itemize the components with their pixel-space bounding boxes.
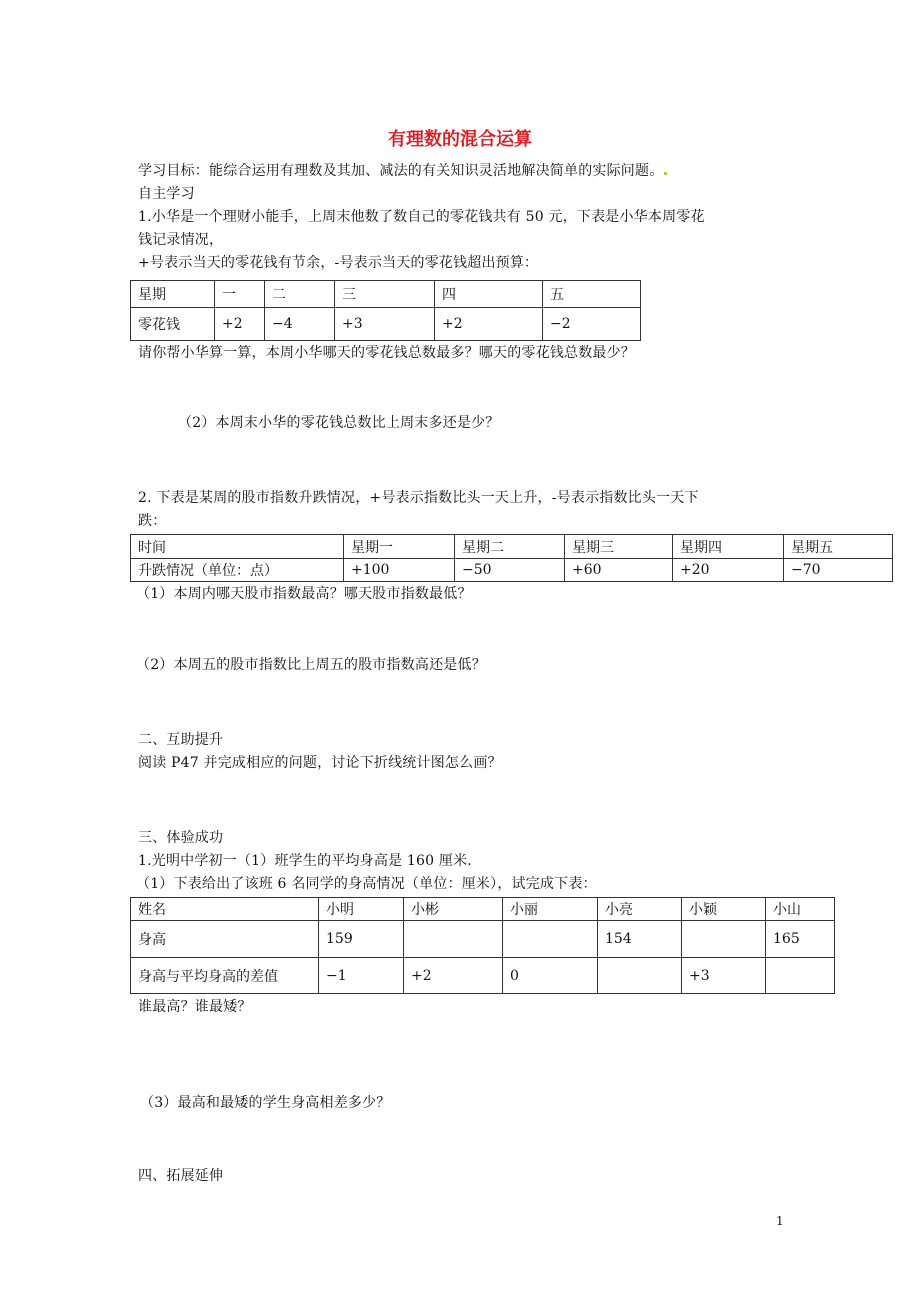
table-cell: 身高与平均身高的差值	[131, 958, 319, 994]
q2-line1: 2. 下表是某周的股市指数升跌情况，+号表示指数比头一天上升，-号表示指数比头一天下	[138, 490, 699, 506]
table-cell: +2	[404, 958, 503, 994]
pocket-money-table	[130, 280, 641, 341]
table-cell: 0	[503, 958, 598, 994]
table-row	[131, 958, 835, 994]
table-cell: 159	[319, 921, 404, 958]
table-cell: −2	[543, 308, 641, 341]
table-cell	[503, 921, 598, 958]
table-cell: 星期五	[784, 535, 893, 559]
table-cell: 四	[435, 281, 543, 308]
table-cell: 星期一	[344, 535, 455, 559]
learning-objective	[138, 162, 668, 180]
table-cell: 小丽	[503, 898, 598, 921]
section2-text: 阅读 P47 并完成相应的问题，讨论下折线统计图怎么画？	[138, 755, 502, 771]
section-heading-self-study: 自主学习	[138, 186, 195, 202]
table-cell: 星期四	[673, 535, 784, 559]
q2-line2: 跌：	[138, 513, 167, 529]
table-cell: 三	[335, 281, 435, 308]
table-cell: +2	[435, 308, 543, 341]
height-table	[130, 897, 835, 994]
section-heading-experience: 三、体验成功	[138, 830, 224, 846]
table-header-row	[131, 281, 641, 308]
table-cell: 升跌情况（单位：点）	[131, 559, 344, 582]
table-cell: 星期二	[455, 535, 565, 559]
section3-ask1: 谁最高？谁最矮？	[138, 999, 252, 1015]
section3-line2: （1）下表给出了该班 6 名同学的身高情况（单位：厘米），试完成下表：	[136, 876, 597, 892]
table-cell: +3	[682, 958, 766, 994]
q1-ask1: 请你帮小华算一算，本周小华哪天的零花钱总数最多？哪天的零花钱总数最少？	[138, 345, 635, 361]
table-cell: 小山	[766, 898, 835, 921]
table-cell: 身高	[131, 921, 319, 958]
table-cell: 五	[543, 281, 641, 308]
table-cell: +2	[215, 308, 265, 341]
q1-line1: 1.小华是一个理财小能手，上周末他数了数自己的零花钱共有 50 元，下表是小华本周零花	[138, 209, 705, 225]
table-row	[131, 308, 641, 341]
table-cell	[766, 958, 835, 994]
table-cell: −50	[455, 559, 565, 582]
table-cell: 星期三	[565, 535, 673, 559]
learning-objective-text: 学习目标：能综合运用有理数及其加、减法的有关知识灵活地解决简单的实际问题。	[138, 163, 664, 179]
table-cell: 165	[766, 921, 835, 958]
table-cell: 时间	[131, 535, 344, 559]
section-heading-extension: 四、拓展延伸	[138, 1168, 224, 1184]
table-cell	[598, 958, 682, 994]
table-cell: 小颖	[682, 898, 766, 921]
section3-ask3: （3）最高和最矮的学生身高相差多少？	[140, 1095, 391, 1111]
q1-line2: 钱记录情况，	[138, 232, 224, 248]
table-cell: −4	[265, 308, 335, 341]
q1-line3: +号表示当天的零花钱有节余，-号表示当天的零花钱超出预算：	[138, 255, 539, 271]
table-cell: 二	[265, 281, 335, 308]
table-cell: −1	[319, 958, 404, 994]
q1-ask2: （2）本周末小华的零花钱总数比上周末多还是少？	[178, 415, 500, 431]
table-cell: 154	[598, 921, 682, 958]
edit-mark-icon	[664, 172, 667, 175]
q2-ask1: （1）本周内哪天股市指数最高？哪天股市指数最低？	[136, 586, 472, 602]
q2-ask2: （2）本周五的股市指数比上周五的股市指数高还是低？	[136, 657, 486, 673]
table-row	[131, 921, 835, 958]
table-cell: +20	[673, 559, 784, 582]
table-cell: 小彬	[404, 898, 503, 921]
table-row	[131, 559, 893, 582]
stock-index-table	[130, 534, 893, 582]
table-cell: +3	[335, 308, 435, 341]
table-cell: 小亮	[598, 898, 682, 921]
section-heading-mutual-help: 二、互助提升	[138, 732, 224, 748]
table-cell	[682, 921, 766, 958]
table-cell	[404, 921, 503, 958]
document-title: 有理数的混合运算	[388, 129, 532, 150]
table-header-row	[131, 898, 835, 921]
table-cell: −70	[784, 559, 893, 582]
section3-line1: 1.光明中学初一（1）班学生的平均身高是 160 厘米.	[138, 853, 472, 869]
table-header-row	[131, 535, 893, 559]
table-cell: 星期	[131, 281, 215, 308]
page-number: 1	[776, 1214, 784, 1228]
table-cell: 姓名	[131, 898, 319, 921]
table-cell: 零花钱	[131, 308, 215, 341]
table-cell: +60	[565, 559, 673, 582]
table-cell: 小明	[319, 898, 404, 921]
table-cell: 一	[215, 281, 265, 308]
table-cell: +100	[344, 559, 455, 582]
